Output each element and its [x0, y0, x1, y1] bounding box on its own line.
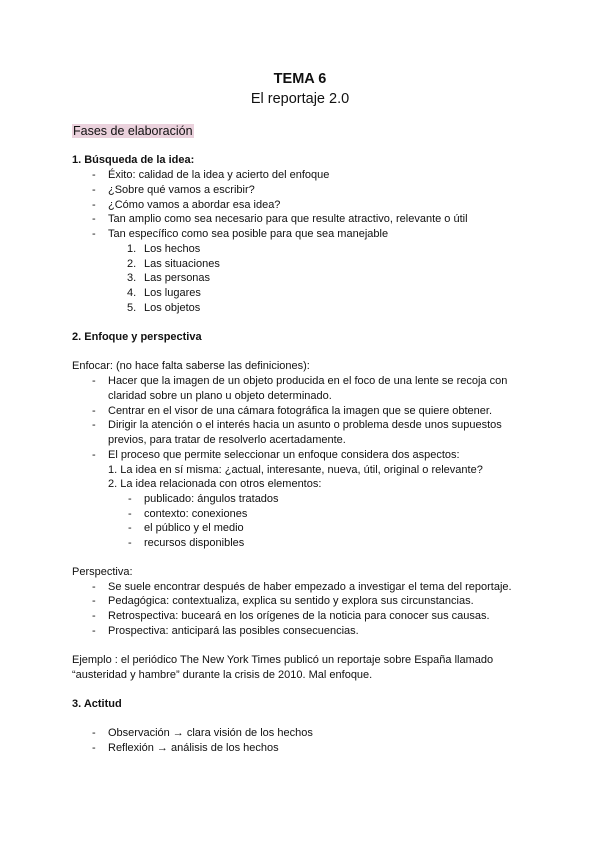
dash-bullet: -: [92, 595, 96, 607]
dash-bullet: -: [92, 742, 96, 754]
list-item: Los lugares: [144, 287, 201, 299]
dash-bullet: -: [92, 213, 96, 225]
dash-bullet: -: [92, 625, 96, 637]
list-item: contexto: conexiones: [144, 508, 248, 520]
list-item: publicado: ángulos tratados: [144, 493, 279, 505]
list-item: Centrar en el visor de una cámara fotográfica la imagen que se quiere obtener.: [108, 405, 493, 417]
list-item-continuation: claridad sobre un plano u objeto determinado.: [108, 390, 332, 402]
list-item: Dirigir la atención o el interés hacia un asunto o problema desde unos supuestos: [108, 419, 502, 431]
list-number: 2.: [127, 258, 137, 270]
heading-1: 1. Búsqueda de la idea:: [72, 154, 195, 166]
list-item: Éxito: calidad de la idea y acierto del enfoque: [108, 169, 330, 181]
list-item: el público y el medio: [144, 522, 244, 534]
dash-bullet: -: [92, 419, 96, 431]
list-item: Tan específico como sea posible para que sea manejable: [108, 228, 389, 240]
dash-bullet: -: [128, 537, 132, 549]
dash-bullet: -: [128, 522, 132, 534]
dash-bullet: -: [92, 228, 96, 240]
ejemplo-line: “austeridad y hambre” durante la crisis de 2010. Mal enfoque.: [72, 669, 373, 681]
dash-bullet: -: [128, 493, 132, 505]
list-item: Tan amplio como sea necesario para que resulte atractivo, relevante o útil: [108, 213, 468, 225]
list-item: recursos disponibles: [144, 537, 245, 549]
list-item: Los objetos: [144, 302, 201, 314]
list-item: Se suele encontrar después de haber empezado a investigar el tema del reportaje.: [108, 581, 512, 593]
list-number: 4.: [127, 287, 137, 299]
doc-title: TEMA 6: [273, 71, 327, 87]
list-item: Pedagógica: contextualiza, explica su sentido y explora sus circunstancias.: [108, 595, 474, 607]
dash-bullet: -: [92, 405, 96, 417]
doc-subtitle: El reportaje 2.0: [250, 91, 350, 107]
list-number: 3.: [127, 272, 137, 284]
list-item-continuation: previos, para tratar de resolverlo acertadamente.: [108, 434, 346, 446]
dash-bullet: -: [92, 727, 96, 739]
dash-bullet: -: [92, 610, 96, 622]
list-item: Prospectiva: anticipará las posibles consecuencias.: [108, 625, 359, 637]
section-label: Fases de elaboración: [73, 124, 193, 138]
list-item: Hacer que la imagen de un objeto producida en el foco de una lente se recoja con: [108, 375, 508, 387]
list-item: ¿Sobre qué vamos a escribir?: [108, 184, 255, 196]
list-item: Las personas: [144, 272, 211, 284]
list-item: Observación → clara visión de los hechos: [108, 727, 313, 739]
list-item: Retrospectiva: buceará en los orígenes de la noticia para conocer sus causas.: [108, 610, 490, 622]
list-number: 1.: [127, 243, 137, 255]
heading-3: 3. Actitud: [72, 698, 122, 710]
list-item: Los hechos: [144, 243, 201, 255]
list-item: Las situaciones: [144, 258, 220, 270]
perspectiva-label: Perspectiva:: [72, 566, 133, 578]
ejemplo-line: Ejemplo : el periódico The New York Times publicó un reportaje sobre España llamado: [72, 654, 494, 666]
dash-bullet: -: [92, 184, 96, 196]
dash-bullet: -: [92, 449, 96, 461]
enfocar-label: Enfocar: (no hace falta saberse las definiciones):: [72, 360, 310, 372]
list-item: El proceso que permite seleccionar un enfoque considera dos aspectos:: [108, 449, 460, 461]
list-item: Reflexión → análisis de los hechos: [108, 742, 279, 754]
dash-bullet: -: [128, 508, 132, 520]
aspect-item: 2. La idea relacionada con otros elementos:: [108, 478, 322, 490]
list-item: ¿Cómo vamos a abordar esa idea?: [108, 199, 281, 211]
dash-bullet: -: [92, 169, 96, 181]
dash-bullet: -: [92, 375, 96, 387]
list-number: 5.: [127, 302, 137, 314]
heading-2: 2. Enfoque y perspectiva: [72, 331, 202, 343]
dash-bullet: -: [92, 581, 96, 593]
dash-bullet: -: [92, 199, 96, 211]
aspect-item: 1. La idea en sí misma: ¿actual, interesante, nueva, útil, original o relevante?: [108, 464, 483, 476]
